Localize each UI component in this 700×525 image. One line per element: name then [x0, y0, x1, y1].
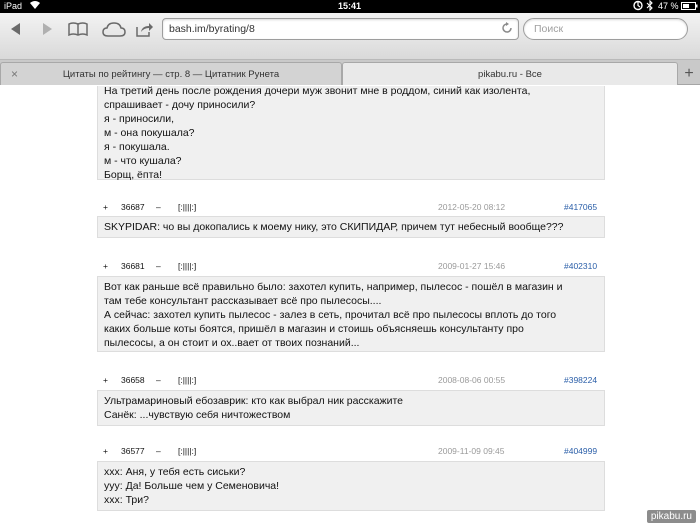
bayan-button[interactable]: [:||||:]: [178, 261, 197, 271]
vote-down-button[interactable]: –: [156, 446, 161, 456]
quote-id-link[interactable]: #402310: [564, 261, 598, 271]
icloud-tabs-button[interactable]: [100, 19, 128, 39]
sync-icon: [633, 0, 643, 13]
vote-down-button[interactable]: –: [156, 202, 161, 212]
back-button[interactable]: [7, 19, 25, 39]
share-icon: [135, 22, 153, 37]
quote-line: Ультрамариновый ебозаврик: кто как выбрал ник расскажите: [104, 395, 403, 407]
quote-rating: 36681: [121, 261, 145, 271]
quote-line: ууу: Да! Больше чем у Семеновича!: [104, 480, 280, 492]
vote-up-button[interactable]: +: [103, 202, 108, 212]
quote-line: На третий день после рождения дочери муж звонит мне в роддом, синий как изолента,: [104, 86, 531, 97]
quote-line: SKYPIDAR: чо вы докопались к моему нику, это СКИПИДАР, причем тут небесный вообще???: [104, 221, 564, 233]
quote-text: [97, 461, 605, 511]
forward-button[interactable]: [38, 19, 56, 39]
pikabu-watermark: pikabu.ru: [647, 510, 696, 523]
battery-percent: 47 %: [658, 1, 679, 11]
reload-icon[interactable]: [501, 22, 513, 34]
bayan-button[interactable]: [:||||:]: [178, 375, 197, 385]
close-tab-icon[interactable]: ×: [11, 67, 19, 81]
quote-line: пылесосы, а он стоит и ох..вает от твоих познаний...: [104, 337, 360, 349]
quote-line: я - покушала.: [104, 141, 170, 153]
tab-pikabu[interactable]: [342, 62, 678, 85]
quote-date: 2009-01-27 15:46: [438, 261, 506, 271]
quote-rating: 36687: [121, 202, 145, 212]
quote-id-link[interactable]: #404999: [564, 446, 598, 456]
quote-text: [97, 216, 605, 238]
new-tab-button[interactable]: [678, 62, 700, 85]
quote-line: xxx: Три?: [104, 494, 149, 506]
cloud-icon: [102, 22, 126, 37]
bayan-button[interactable]: [:||||:]: [178, 202, 197, 212]
device-name: iPad: [4, 1, 23, 11]
quote-rating: 36577: [121, 446, 145, 456]
quote-rating: 36658: [121, 375, 145, 385]
vote-down-button[interactable]: –: [156, 375, 161, 385]
status-bar: [0, 0, 700, 13]
quote-id-link[interactable]: #398224: [564, 375, 598, 385]
vote-up-button[interactable]: +: [103, 261, 108, 271]
quote-line: каких больше коты боятся, пришёл в магазин и стоишь объясняешь консультанту про: [104, 323, 524, 335]
quote-meta: [103, 261, 598, 273]
quote-text: [97, 86, 605, 180]
quote-line: А сейчас: захотел купить пылесос - залез в сеть, прочитал всё про пылесосы вплоть до того: [104, 309, 557, 321]
quote-line: Борщ, ёпта!: [104, 169, 163, 181]
browser-toolbar: [0, 13, 700, 60]
tab-bash[interactable]: [0, 62, 342, 85]
vote-down-button[interactable]: –: [156, 261, 161, 271]
quote-meta: [103, 375, 598, 387]
battery-icon: [681, 2, 698, 12]
page-content: [0, 86, 700, 525]
bookmarks-button[interactable]: [66, 19, 90, 39]
plus-icon: +: [684, 64, 694, 82]
back-arrow-icon: [9, 22, 23, 36]
quote-date: 2012-05-20 08:12: [438, 202, 506, 212]
quote-line: я - приносили,: [104, 113, 175, 125]
share-button[interactable]: [134, 19, 154, 39]
quote-id-link[interactable]: #417065: [564, 202, 598, 212]
vote-up-button[interactable]: +: [103, 375, 108, 385]
quote-line: м - что кушала?: [104, 155, 182, 167]
quote-text: [97, 390, 605, 426]
quote-text: [97, 276, 605, 352]
address-bar[interactable]: [162, 18, 519, 40]
tab-label: Цитаты по рейтингу — стр. 8 — Цитатник Рунета: [62, 68, 280, 80]
quote-line: м - она покушала?: [104, 127, 195, 139]
bayan-button[interactable]: [:||||:]: [178, 446, 197, 456]
quote-line: там тебе консультант рассказывает всё про пылесосы....: [104, 295, 382, 307]
wifi-icon: [29, 0, 41, 12]
search-placeholder: Поиск: [534, 23, 564, 35]
clock: 15:41: [338, 1, 362, 11]
url-text: bash.im/byrating/8: [169, 23, 255, 35]
quote-line: Вот как раньше всё правильно было: захотел купить, например, пылесос - пошёл в магазин и: [104, 281, 563, 293]
quote-line: Санёк: ...чувствую себя ничтожеством: [104, 409, 291, 421]
quote-line: спрашивает - дочу приносили?: [104, 99, 256, 111]
vote-up-button[interactable]: +: [103, 446, 108, 456]
quote-date: 2009-11-09 09:45: [438, 446, 505, 456]
tab-bar: [0, 60, 700, 85]
search-input[interactable]: [523, 18, 688, 40]
quote-meta: [103, 202, 598, 214]
quote-line: xxx: Аня, у тебя есть сиськи?: [104, 466, 246, 478]
forward-arrow-icon: [40, 22, 54, 36]
bluetooth-icon: [646, 0, 654, 13]
quote-date: 2008-08-06 00:55: [438, 375, 506, 385]
book-icon: [68, 22, 88, 36]
tab-label: pikabu.ru - Все: [478, 68, 542, 80]
quote-meta: [103, 446, 598, 458]
